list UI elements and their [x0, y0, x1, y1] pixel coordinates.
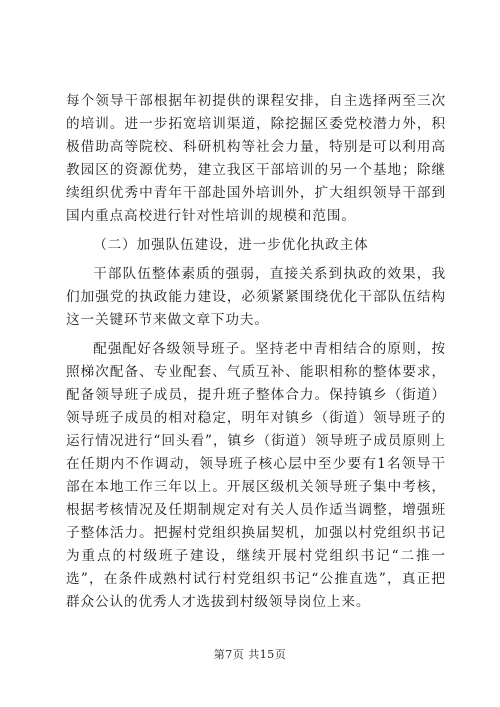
- paragraph-team-quality: 干部队伍整体素质的强弱，直接关系到执政的效果，我们加强党的执政能力建设，必须紧紧围绕优化干部队伍结构这一关键环节来做文章下功夫。: [66, 266, 446, 328]
- page-number-footer: 第7页 共15页: [213, 648, 287, 661]
- section-heading: （二）加强队伍建设，进一步优化执政主体: [93, 237, 369, 253]
- paragraph-training-continuation: 每个领导干部根据年初提供的课程安排，自主选择两至三次的培训。进一步拓宽培训渠道，除挖掘区委党校潜力外，积极借助高等院校、科研机构等社会力量，特别是可以利用高教园区的资源优势，建立我区干部培训的另一个基地；除继续组织优秀中青年干部赴国外培训外，扩大组织领导干部到国内重点高校进行针对性培训的规模和范围。: [66, 93, 446, 224]
- paragraph-leadership-teams: 配强配好各级领导班子。坚持老中青相结合的原则，按照梯次配备、专业配套、气质互补、能职相称的整体要求，配备领导班子成员，提升班子整体合力。保持镇乡（街道）领导班子成员的相对稳定，明年对镇乡（街道）领导班子的运行情况进行“回头看”，镇乡（街道）领导班子成员原则上在任期内不作调动，领导班子核心层中至少要有1名领导干部在本地工作三年以上。开展区级机关领导班子集中考核，根据考核情况及任期制规定对有关人员作适当调整，增强班子整体活力。把握村党组织换届契机，加强以村党组织书记为重点的村级班子建设，继续开展村党组织书记“二推一选”，在条件成熟村试行村党组织书记“公推直选”，真正把群众公认的优秀人才选拔到村级领导岗位上来。: [66, 341, 446, 610]
- document-body: [66, 90, 446, 614]
